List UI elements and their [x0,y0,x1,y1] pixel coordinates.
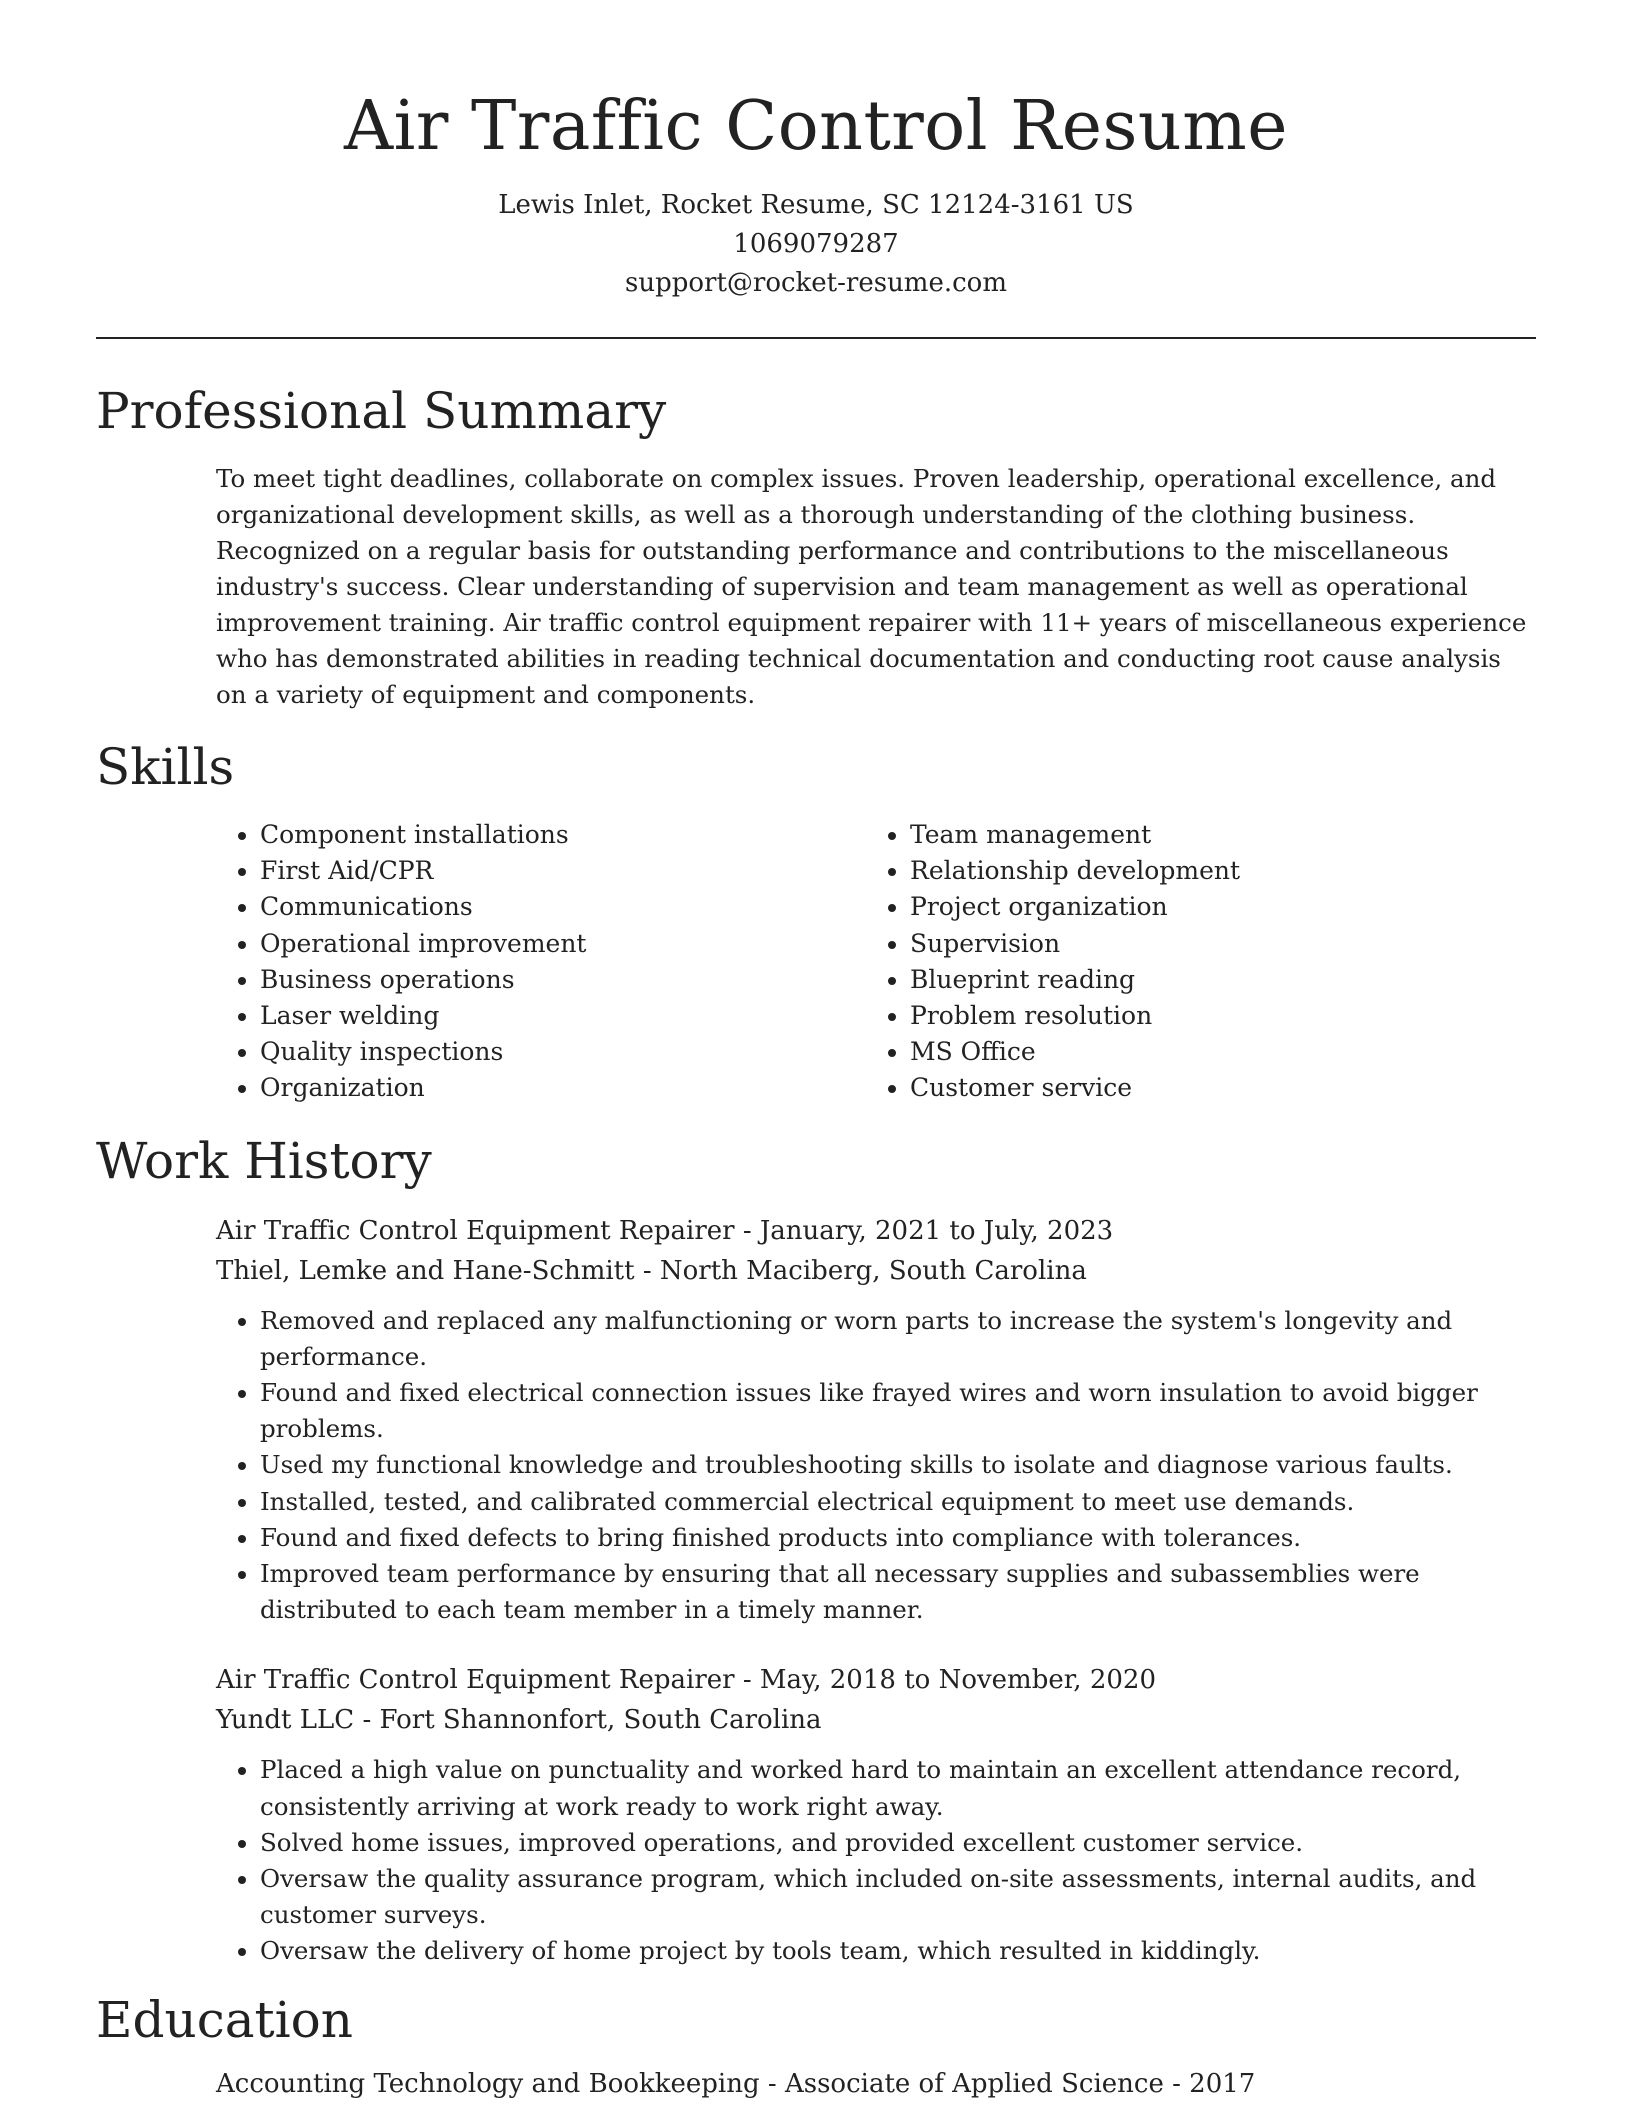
skill-item: • Laser welding [260,998,866,1034]
resume-header [96,0,1536,303]
job-bullet: • Found and fixed electrical connection issues like frayed wires and worn insulation to avoid bigger problems. [260,1375,1536,1447]
skills-column-left [216,817,866,1107]
skills-grid [216,817,1536,1107]
skill-item: • Organization [260,1070,866,1106]
email-address[interactable]: support@rocket-resume.com [624,268,1007,298]
education-entry: Accounting Technology and Bookkeeping - Associate of Applied Science - 2017 [216,2068,1256,2099]
resume-title: Air Traffic Control Resume [344,87,1288,166]
skill-item: • MS Office [910,1034,1510,1070]
education-heading: Education [96,1990,353,2049]
work-history-heading: Work History [96,1131,432,1190]
job-company-line: Thiel, Lemke and Hane-Schmitt - North Maciberg, South Carolina [216,1255,1087,1286]
contact-block [96,186,1536,303]
phone-number: 1069079287 [733,229,899,259]
skills-column-right [866,817,1510,1107]
summary-heading: Professional Summary [96,382,667,440]
job-bullet: • Found and fixed defects to bring finished products into compliance with tolerances. [260,1520,1536,1556]
job-bullet: • Solved home issues, improved operations, and provided excellent customer service. [260,1825,1536,1861]
job-title-line: Air Traffic Control Equipment Repairer - May, 2018 to November, 2020 [216,1665,1156,1696]
skill-item: • Project organization [910,889,1510,925]
skill-item: • Blueprint reading [910,962,1510,998]
job-entry [216,1211,1536,1629]
job-bullet: • Oversaw the delivery of home project by tools team, which resulted in kiddingly. [260,1933,1536,1969]
job-bullet: • Improved team performance by ensuring that all necessary supplies and subassemblies were distributed to each team member in a timely manner. [260,1556,1536,1628]
skill-item: • Relationship development [910,853,1510,889]
skill-item: • First Aid/CPR [260,853,866,889]
job-bullets [216,1752,1536,1969]
skill-item: • Problem resolution [910,998,1510,1034]
job-bullet: • Oversaw the quality assurance program, which included on-site assessments, internal audits, and customer surveys. [260,1861,1536,1933]
skill-item: • Supervision [910,926,1510,962]
job-bullet: • Used my functional knowledge and troubleshooting skills to isolate and diagnose various faults. [260,1447,1536,1483]
job-bullets [216,1303,1536,1629]
skill-item: • Operational improvement [260,926,866,962]
address: Lewis Inlet, Rocket Resume, SC 12124-3161 US [498,190,1134,220]
skills-heading: Skills [96,738,235,796]
skill-item: • Business operations [260,962,866,998]
job-entry [216,1660,1536,1969]
skill-item: • Communications [260,889,866,925]
resume-page [96,0,1536,2104]
job-bullet: • Removed and replaced any malfunctioning or worn parts to increase the system's longevity and performance. [260,1303,1536,1375]
job-bullet: • Placed a high value on punctuality and worked hard to maintain an excellent attendance record, consistently arriving at work ready to work right away. [260,1752,1536,1824]
job-title-line: Air Traffic Control Equipment Repairer - January, 2021 to July, 2023 [216,1215,1114,1246]
skill-item: • Component installations [260,817,866,853]
header-divider [96,337,1536,339]
skill-item: • Customer service [910,1070,1510,1106]
job-company-line: Yundt LLC - Fort Shannonfort, South Carolina [216,1705,822,1736]
skill-item: • Team management [910,817,1510,853]
skill-item: • Quality inspections [260,1034,866,1070]
summary-text: To meet tight deadlines, collaborate on complex issues. Proven leadership, operational excellence, and organizational development skills, as well as a thorough understanding of the clothing business. Recognized on a regular basis for outstanding performance and contributions to the miscellaneous industry's success. Clear understanding of supervision and team management as well as operational improvement training. Air traffic control equipment repairer with 11+ years of miscellaneous experience who has demonstrated abilities in reading technical documentation and conducting root cause analysis on a variety of equipment and components. [216,464,1527,709]
job-bullet: • Installed, tested, and calibrated commercial electrical equipment to meet use demands. [260,1484,1536,1520]
